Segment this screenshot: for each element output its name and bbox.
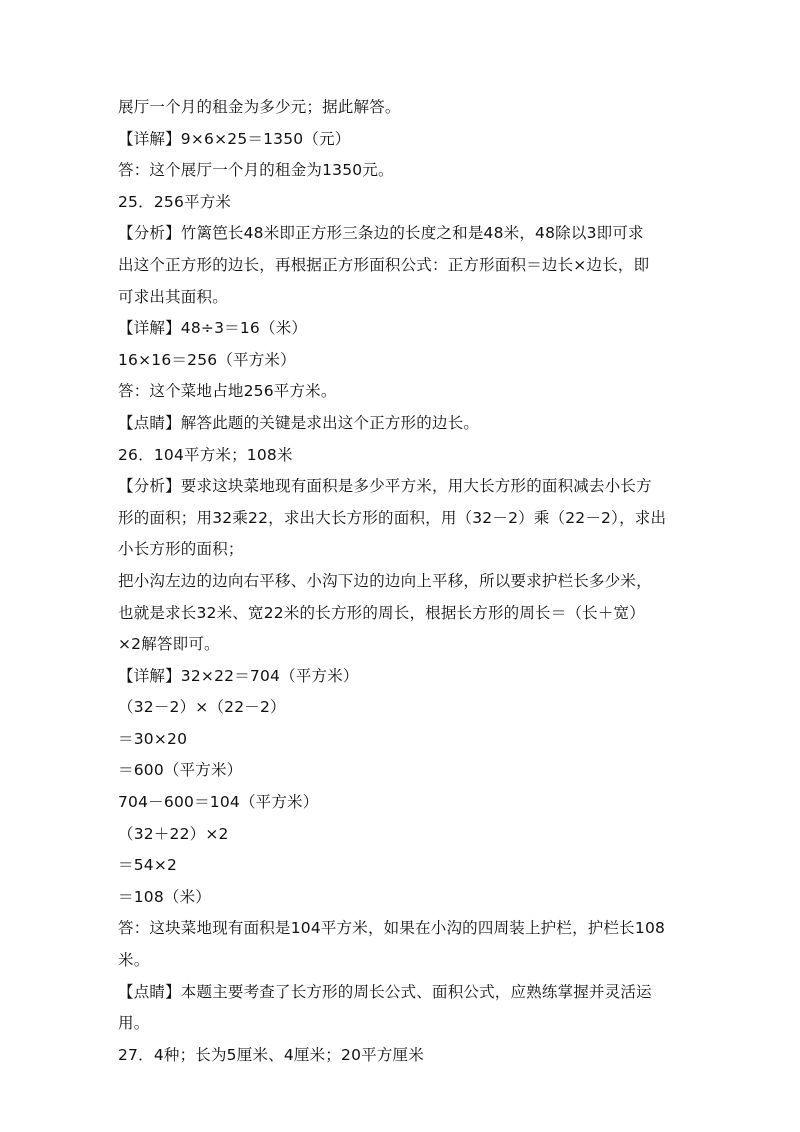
text-line: 也就是求长32米、宽22米的长方形的周长，根据长方形的周长＝（长＋宽） [118, 603, 645, 622]
text-line: 16×16＝256（平方米） [118, 350, 296, 369]
text-line: ×2解答即可。 [118, 635, 220, 654]
text-line: 形的面积；用32乘22，求出大长方形的面积，用（32－2）乘（22－2），求出 [118, 508, 667, 527]
text-line: 把小沟左边的边向右平移、小沟下边的边向上平移，所以要求护栏长多少米， [118, 571, 652, 590]
text-line: 米。 [118, 951, 150, 970]
document-body [118, 92, 698, 1071]
text-line: 【分析】要求这块菜地现有面积是多少平方米，用大长方形的面积减去小长方 [118, 477, 652, 496]
text-line: 答：这个展厅一个月的租金为1350元。 [118, 161, 394, 180]
text-line: 704－600＝104（平方米） [118, 793, 319, 812]
text-line: 小长方形的面积； [118, 540, 244, 559]
text-line: 出这个正方形的边长，再根据正方形面积公式：正方形面积＝边长×边长，即 [118, 255, 650, 274]
text-line: （32－2）×（22－2） [118, 698, 286, 717]
question-answer-27: 27．4种；长为5厘米、4厘米；20平方厘米 [118, 1045, 424, 1064]
text-line: 【详解】48÷3＝16（米） [118, 319, 308, 338]
text-line: 【详解】9×6×25＝1350（元） [118, 129, 351, 148]
text-line: 展厅一个月的租金为多少元；据此解答。 [118, 98, 401, 116]
text-line: （32＋22）×2 [118, 824, 229, 843]
text-line: 用。 [118, 1014, 150, 1033]
text-line: ＝54×2 [118, 856, 178, 875]
text-line: 【详解】32×22＝704（平方米） [118, 666, 359, 685]
question-answer-26: 26．104平方米；108米 [118, 445, 293, 464]
text-line: 答：这个菜地占地256平方米。 [118, 382, 337, 401]
question-answer-25: 25．256平方米 [118, 192, 232, 211]
text-line: 【点睛】解答此题的关键是求出这个正方形的边长。 [118, 413, 480, 432]
text-line: ＝30×20 [118, 729, 188, 748]
text-line: 【点睛】本题主要考查了长方形的周长公式、面积公式，应熟练掌握并灵活运 [118, 982, 652, 1001]
text-line: ＝600（平方米） [118, 761, 243, 780]
text-line: 【分析】竹篱笆长48米即正方形三条边的长度之和是48米，48除以3即可求 [118, 224, 644, 243]
text-line: 可求出其面积。 [118, 287, 228, 306]
text-line: ＝108（米） [118, 887, 211, 906]
text-line: 答：这块菜地现有面积是104平方米，如果在小沟的四周装上护栏，护栏长108 [118, 919, 666, 938]
